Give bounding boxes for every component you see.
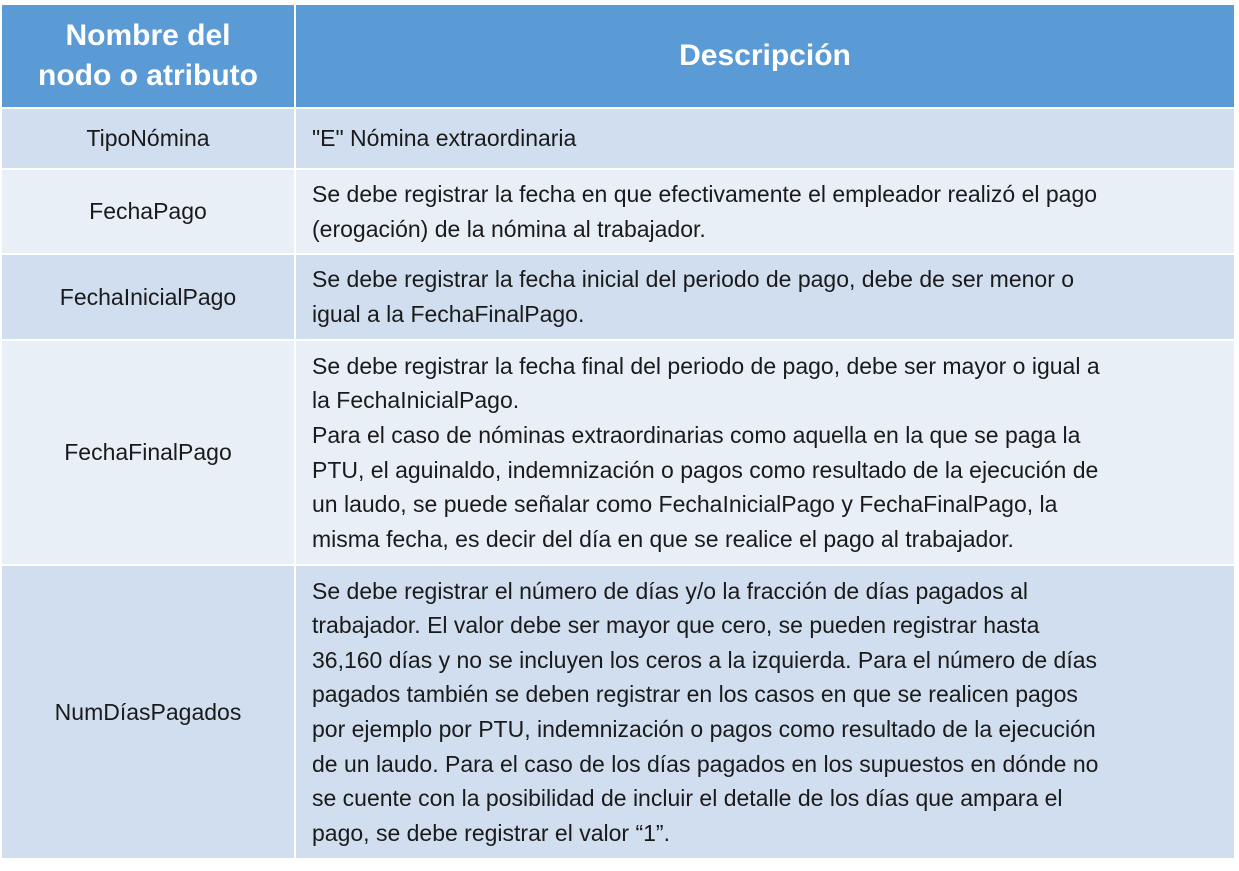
description-line: (erogación) de la nómina al trabajador. (312, 215, 706, 242)
description-line: trabajador. El valor debe ser mayor que cero, se pueden registrar hasta (312, 612, 1040, 639)
table-row (0, 341, 1236, 566)
description-cell (296, 341, 1236, 566)
attribute-name-cell: FechaPago (0, 170, 296, 255)
description-line: misma fecha, es decir del día en que se realice el pago al trabajador. (312, 525, 1014, 552)
table-row (0, 255, 1236, 341)
description-line: Para el caso de nóminas extraordinarias como aquella en la que se paga la (312, 421, 1081, 448)
description-line: igual a la FechaFinalPago. (312, 301, 585, 327)
attribute-name-cell: NumDíasPagados (0, 566, 296, 860)
description-line: pago, se debe registrar el valor “1”. (312, 819, 670, 846)
header-name-cell (0, 5, 296, 109)
attribute-name-cell: FechaFinalPago (0, 341, 296, 566)
header-name-line-2: nodo o atributo (38, 59, 258, 92)
description-line: "E" Nómina extraordinaria (312, 125, 577, 152)
description-line: Se debe registrar la fecha final del periodo de pago, debe ser mayor o igual a (312, 352, 1100, 379)
table-row (0, 170, 1236, 255)
description-line: 36,160 días y no se incluyen los ceros a la izquierda. Para el número de días (312, 646, 1098, 673)
header-description-cell: Descripción (296, 5, 1236, 109)
description-cell (296, 255, 1236, 341)
description-cell (296, 566, 1236, 860)
description-line: la FechaInicialPago. (312, 387, 520, 414)
attributes-table (0, 5, 1236, 860)
description-line: se cuente con la posibilidad de incluir el detalle de los días que ampara el (312, 785, 1063, 812)
description-line: Se debe registrar la fecha inicial del periodo de pago, debe de ser menor o (312, 266, 1075, 293)
description-cell (296, 109, 1236, 170)
description-line: por ejemplo por PTU, indemnización o pagos como resultado de la ejecución (312, 716, 1096, 742)
description-line: PTU, el aguinaldo, indemnización o pagos como resultado de la ejecución de (312, 456, 1099, 483)
description-line: un laudo, se puede señalar como FechaInicialPago y FechaFinalPago, la (312, 491, 1058, 518)
description-line: Se debe registrar el número de días y/o la fracción de días pagados al (312, 577, 1028, 604)
header-name-line-1: Nombre del (65, 19, 231, 52)
description-line: pagados también se deben registrar en los casos en que se realicen pagos (312, 681, 1078, 708)
description-cell (296, 170, 1236, 255)
table-row (0, 566, 1236, 860)
description-line: Se debe registrar la fecha en que efectivamente el empleador realizó el pago (312, 180, 1098, 207)
attribute-name-cell: TipoNómina (0, 109, 296, 170)
table-header-row (0, 5, 1236, 109)
table-row (0, 109, 1236, 170)
description-line: de un laudo. Para el caso de los días pagados en los supuestos en dónde no (312, 750, 1099, 777)
attribute-name-cell: FechaInicialPago (0, 255, 296, 341)
